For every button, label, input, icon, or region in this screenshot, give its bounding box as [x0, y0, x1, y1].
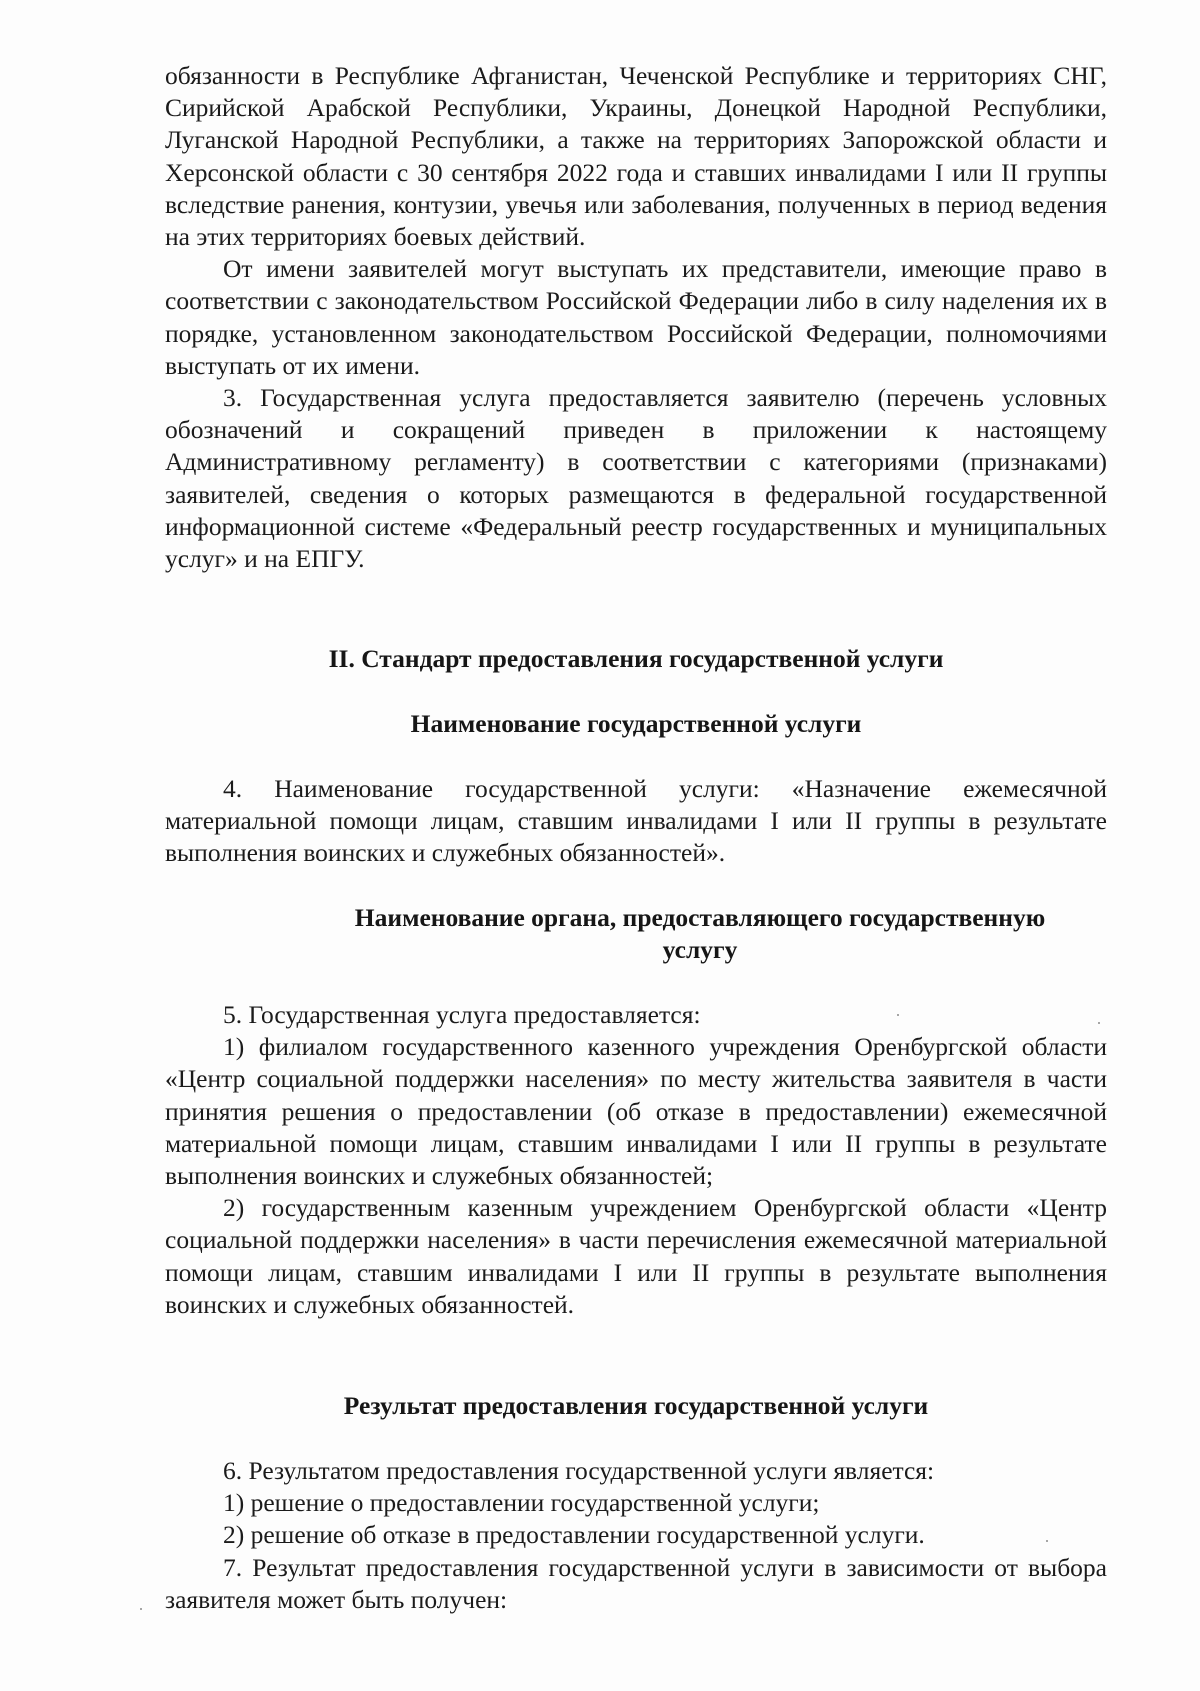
result-block — [165, 1455, 1107, 1616]
service-name-block — [165, 773, 1107, 870]
list-item-5-1: 1) филиалом государственного казенного учреждения Оренбургской области «Центр социальной поддержки населения» по месту жительства заявителя в части принятия решения о предоставлении (об отказе в предоставлении) ежемесячной материальной помощи лицам, ставшим инвалидами I или II группы в результате выполнения воинских и служебных обязанностей; — [165, 1032, 1107, 1191]
paragraph-5: 5. Государственная услуга предоставляется: — [223, 1000, 701, 1029]
result-heading: Результат предоставления государственной услуги — [343, 1391, 929, 1420]
list-item-6-1: 1) решение о предоставлении государственной услуги; — [223, 1488, 820, 1518]
intro-block — [165, 60, 1107, 575]
paragraph-4: 4. Наименование государственной услуги: «Назначение ежемесячной материальной помощи лицам, ставшим инвалидами I или II группы в результате выполнения воинских и служебных обязанностей». — [165, 774, 1107, 868]
list-item-5-2: 2) государственным казенным учреждением Оренбургской области «Центр социальной поддержки населения» в части перечисления ежемесячной материальной помощи лицам, ставшим инвалидами I или II группы в результате выполнения воинских и служебных обязанностей. — [165, 1193, 1107, 1319]
paragraph-6: 6. Результатом предоставления государственной услуги является: — [223, 1456, 935, 1485]
paragraph-continuation: обязанности в Республике Афганистан, Чеченской Республике и территориях СНГ, Сирийской Арабской Республики, Украины, Донецкой Народной Республики, Луганской Народной Республики, а также на территориях Запорожской области и Херсонской области с 30 сентября 2022 года и ставших инвалидами I или II группы вследствие ранения, контузии, увечья или заболевания, полученных в период ведения на этих территориях боевых действий. — [165, 61, 1107, 252]
service-name-heading: Наименование государственной услуги — [410, 709, 862, 738]
scan-speck — [140, 1608, 142, 1610]
body-name-heading-line2: услугу — [662, 935, 738, 964]
scan-speck — [1098, 1022, 1100, 1024]
body-name-heading-line1: Наименование органа, предоставляющего государственную — [354, 903, 1046, 932]
paragraph-3: 3. Государственная услуга предоставляется заявителю (перечень условных обозначений и сокращений приведен в приложении к настоящему Административному регламенту) в соответствии с категориями (признаками) заявителей, сведения о которых размещаются в федеральной государственной информационной системе «Федеральный реестр государственных и муниципальных услуг» и на ЕПГУ. — [165, 383, 1107, 574]
paragraph-7: 7. Результат предоставления государственной услуги в зависимости от выбора заявителя может быть получен: — [165, 1552, 1107, 1614]
section-2-heading: II. Стандарт предоставления государственной услуги — [328, 644, 944, 673]
paragraph-representatives: От имени заявителей могут выступать их представители, имеющие право в соответствии с законодательством Российской Федерации либо в силу наделения их в порядке, установленном законодательством Российской Федерации, полномочиями выступать от их имени. — [165, 254, 1107, 380]
scan-speck — [897, 1014, 899, 1016]
body-name-block — [165, 999, 1107, 1321]
list-item-6-2: 2) решение об отказе в предоставлении государственной услуги. — [223, 1520, 925, 1550]
scan-speck — [1046, 1540, 1048, 1542]
